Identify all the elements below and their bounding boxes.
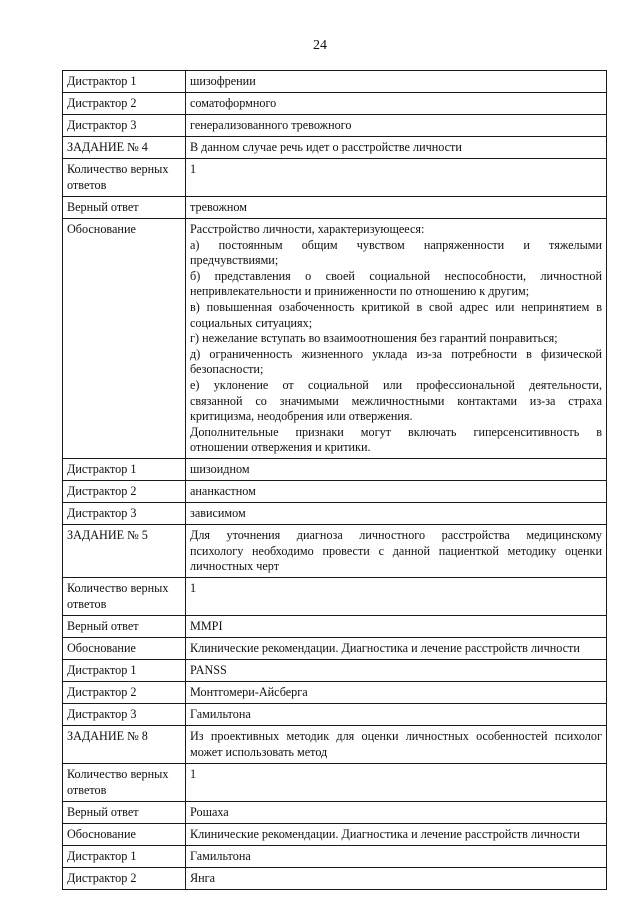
row-value: Рошаха <box>186 801 607 823</box>
text-line: Из проективных методик для оценки личностных особенностей психолог <box>190 728 602 743</box>
text-line: а) постоянным общим чувством напряженности и тяжелыми <box>190 237 602 252</box>
table-row <box>63 197 607 219</box>
row-label: Верный ответ <box>63 197 186 219</box>
row-label: Дистрактор 3 <box>63 115 186 137</box>
table-row <box>63 577 607 615</box>
text-line: личностных черт <box>190 559 280 574</box>
text-line: психологу необходимо провести с данной пациенткой методику оценки <box>190 543 602 558</box>
question-table <box>62 70 607 890</box>
row-label: Обоснование <box>63 219 186 459</box>
table-row <box>63 137 607 159</box>
row-label: Количество верных ответов <box>63 159 186 197</box>
row-label: ЗАДАНИЕ № 5 <box>63 524 186 577</box>
row-label: Дистрактор 1 <box>63 71 186 93</box>
row-value <box>186 524 607 577</box>
text-line: е) уклонение от социальной или профессиональной деятельности, <box>190 377 602 392</box>
text-line: связанной со значимыми межличностными контактами из-за страха <box>190 393 602 408</box>
row-label: Дистрактор 3 <box>63 502 186 524</box>
row-label: Обоснование <box>63 823 186 845</box>
row-value: генерализованного тревожного <box>186 115 607 137</box>
row-value: Клинические рекомендации. Диагностика и лечение расстройств личности <box>186 637 607 659</box>
text-line: в) повышенная озабоченность критикой в свой адрес или непринятием в <box>190 299 602 314</box>
row-value <box>186 725 607 763</box>
table-row <box>63 637 607 659</box>
table-row <box>63 867 607 889</box>
row-value: 1 <box>186 763 607 801</box>
table-row <box>63 845 607 867</box>
row-label: Дистрактор 2 <box>63 480 186 502</box>
text-line: д) ограниченность жизненного уклада из-за потребности в физической <box>190 346 602 361</box>
table-row <box>63 219 607 459</box>
table-row <box>63 71 607 93</box>
row-value: соматоформного <box>186 93 607 115</box>
row-value: Янга <box>186 867 607 889</box>
row-value: шизофрении <box>186 71 607 93</box>
row-value: Гамильтона <box>186 703 607 725</box>
row-label: Верный ответ <box>63 615 186 637</box>
table-row <box>63 763 607 801</box>
row-value: 1 <box>186 577 607 615</box>
text-line: г) нежелание вступать во взаимоотношения без гарантий понравиться; <box>190 331 558 346</box>
row-label: Дистрактор 1 <box>63 659 186 681</box>
row-value: шизоидном <box>186 458 607 480</box>
table-row <box>63 801 607 823</box>
text-line: может использовать метод <box>190 744 328 759</box>
text-line: предчувствиями; <box>190 253 279 268</box>
row-value: тревожном <box>186 197 607 219</box>
row-value: Клинические рекомендации. Диагностика и лечение расстройств личности <box>186 823 607 845</box>
row-value: ананкастном <box>186 480 607 502</box>
text-line: Расстройство личности, характеризующееся: <box>190 222 425 236</box>
row-label: Количество верных ответов <box>63 763 186 801</box>
row-value: Монтгомери-Айсберга <box>186 681 607 703</box>
table-row <box>63 725 607 763</box>
row-value: Гамильтона <box>186 845 607 867</box>
row-label: Дистрактор 2 <box>63 867 186 889</box>
table-row <box>63 159 607 197</box>
text-line: Для уточнения диагноза личностного расстройства медицинскому <box>190 527 602 542</box>
row-label: Обоснование <box>63 637 186 659</box>
text-line: б) представления о своей социальной неспособности, личностной <box>190 268 602 283</box>
row-label: ЗАДАНИЕ № 8 <box>63 725 186 763</box>
row-label: Дистрактор 3 <box>63 703 186 725</box>
table-row <box>63 93 607 115</box>
table-row <box>63 615 607 637</box>
table-row <box>63 703 607 725</box>
table-row <box>63 458 607 480</box>
row-value: 1 <box>186 159 607 197</box>
row-value: MMPI <box>186 615 607 637</box>
row-label: ЗАДАНИЕ № 4 <box>63 137 186 159</box>
text-line: критицизма, неодобрения или отвержения. <box>190 409 413 424</box>
text-line: Дополнительные признаки могут включать гиперсенситивность в <box>190 424 602 439</box>
text-line: безопасности; <box>190 362 264 377</box>
table-row <box>63 659 607 681</box>
text-line: непривлекательности и приниженности по отношению к другим; <box>190 284 530 299</box>
text-line: социальных ситуациях; <box>190 315 313 330</box>
text-line: отношении отвержения и критики. <box>190 440 371 455</box>
page-number: 24 <box>313 38 327 53</box>
row-label: Верный ответ <box>63 801 186 823</box>
row-value: В данном случае речь идет о расстройстве личности <box>186 137 607 159</box>
row-value: PANSS <box>186 659 607 681</box>
row-value <box>186 219 607 459</box>
table-row <box>63 823 607 845</box>
table-row <box>63 681 607 703</box>
row-label: Количество верных ответов <box>63 577 186 615</box>
table-row <box>63 502 607 524</box>
row-label: Дистрактор 2 <box>63 93 186 115</box>
row-label: Дистрактор 2 <box>63 681 186 703</box>
table-row <box>63 524 607 577</box>
table-row <box>63 480 607 502</box>
row-label: Дистрактор 1 <box>63 845 186 867</box>
row-label: Дистрактор 1 <box>63 458 186 480</box>
row-value: зависимом <box>186 502 607 524</box>
table-row <box>63 115 607 137</box>
